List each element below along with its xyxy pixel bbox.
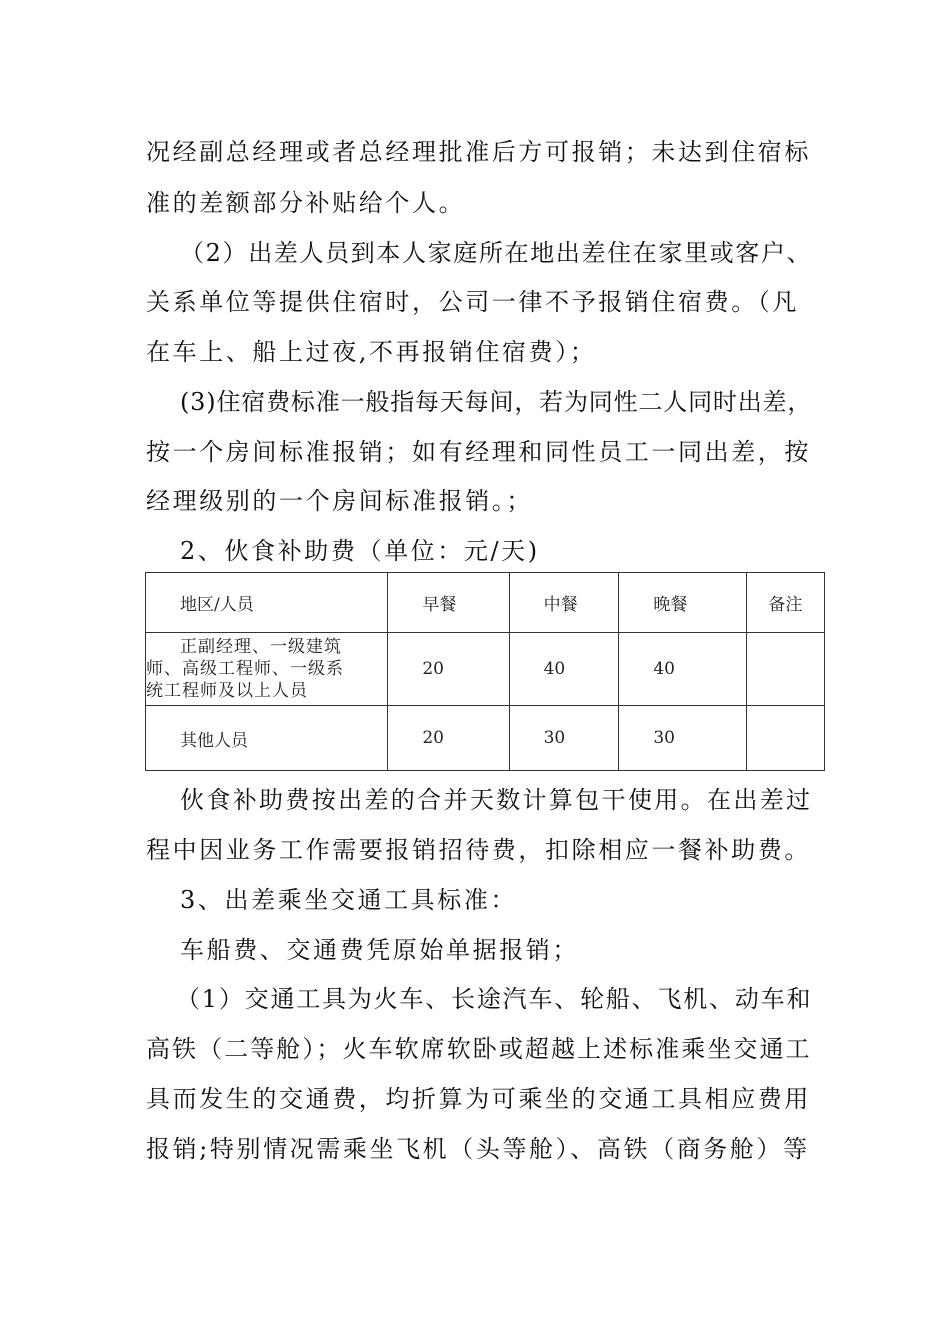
paragraph-line: 经理级别的一个房间标准报销。； bbox=[146, 487, 533, 515]
table-row bbox=[146, 633, 825, 706]
table-cell-lunch: 30 bbox=[509, 706, 619, 771]
table-cell-breakfast: 20 bbox=[388, 633, 509, 706]
paragraph-line: 况经副总经理或者总经理批准后方可报销；未达到住宿标 bbox=[146, 138, 811, 166]
table-cell-personnel: 其他人员 bbox=[146, 706, 388, 771]
cell-text-line: 正副经理、一级建筑 bbox=[180, 637, 342, 657]
table-cell-dinner: 40 bbox=[619, 633, 746, 706]
table-cell-personnel bbox=[146, 633, 388, 706]
table-header-cell: 备注 bbox=[746, 573, 824, 633]
paragraph-line: （2）出差人员到本人家庭所在地出差住在家里或客户、 bbox=[180, 239, 813, 267]
table-header-cell: 晚餐 bbox=[619, 573, 746, 633]
table-cell-note bbox=[746, 706, 824, 771]
paragraph-line: 具而发生的交通费，均折算为可乘坐的交通工具相应费用 bbox=[146, 1085, 811, 1113]
meal-allowance-table bbox=[145, 572, 825, 771]
table-cell-lunch: 40 bbox=[509, 633, 619, 706]
paragraph-line: 关系单位等提供住宿时，公司一律不予报销住宿费。（凡 bbox=[146, 288, 799, 316]
paragraph-line: 在车上、船上过夜,不再报销住宿费）； bbox=[146, 338, 597, 366]
cell-text-line: 师、高级工程师、一级系 bbox=[146, 659, 344, 679]
table-header-cell: 早餐 bbox=[388, 573, 509, 633]
table-cell-note bbox=[746, 633, 824, 706]
section-heading-meal-allowance: 2、伙食补助费（单位：元/天) bbox=[180, 537, 540, 565]
paragraph-line: 报销;特别情况需乘坐飞机（头等舱）、高铁（商务舱）等 bbox=[146, 1135, 810, 1163]
table-header-cell: 中餐 bbox=[509, 573, 619, 633]
cell-text-line: 统工程师及以上人员 bbox=[146, 681, 308, 701]
table-cell-breakfast: 20 bbox=[388, 706, 509, 771]
table-header-cell: 地区/人员 bbox=[146, 573, 388, 633]
paragraph-line: 车船费、交通费凭原始单据报销； bbox=[180, 936, 579, 964]
table-cell-dinner: 30 bbox=[619, 706, 746, 771]
paragraph-line: （1）交通工具为火车、长途汽车、轮船、飞机、动车和 bbox=[176, 985, 813, 1013]
table-row bbox=[146, 706, 825, 771]
paragraph-line: 程中因业务工作需要报销招待费，扣除相应一餐补助费。 bbox=[146, 836, 811, 864]
paragraph-line: (3)住宿费标准一般指每天每间，若为同性二人同时出差， bbox=[180, 388, 813, 416]
paragraph-line: 高铁（二等舱）；火车软席软卧或超越上述标准乘坐交通工 bbox=[146, 1035, 812, 1063]
paragraph-line: 按一个房间标准报销；如有经理和同性员工一同出差，按 bbox=[146, 438, 811, 466]
section-heading-transport: 3、出差乘坐交通工具标准： bbox=[180, 886, 518, 914]
table-header-row bbox=[146, 573, 825, 633]
paragraph-line: 伙食补助费按出差的合并天数计算包干使用。在出差过 bbox=[180, 786, 813, 814]
paragraph-line: 准的差额部分补贴给个人。 bbox=[146, 189, 466, 217]
